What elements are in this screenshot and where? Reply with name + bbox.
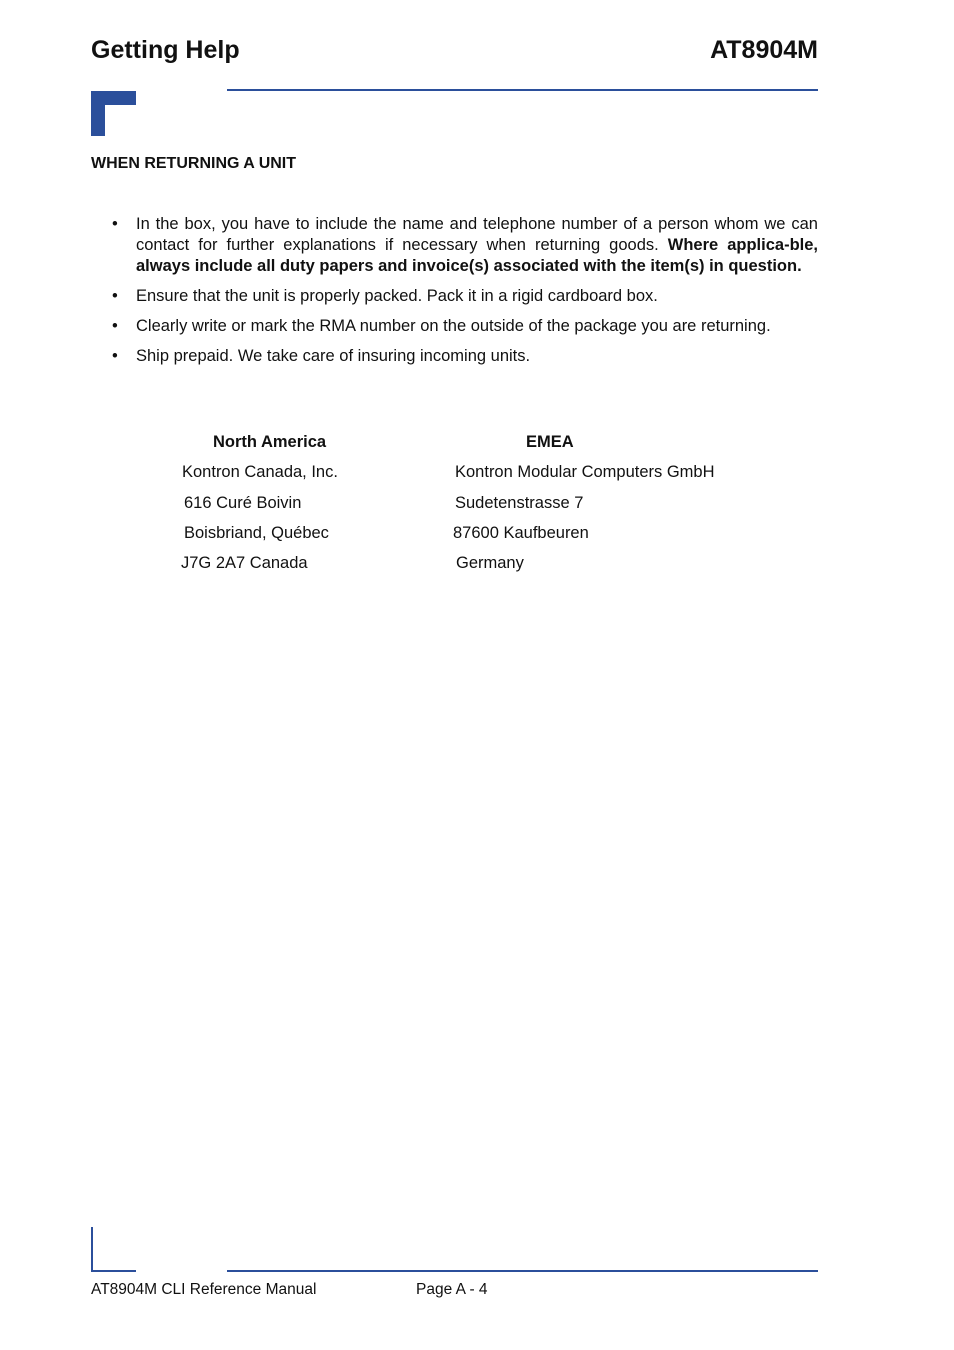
bullet-icon: • (112, 347, 118, 365)
corner-bracket-bottom-vertical (91, 1227, 93, 1272)
section-title: WHEN RETURNING A UNIT (91, 155, 297, 172)
north-america-address-line: Kontron Canada, Inc. (182, 463, 338, 481)
list-item (108, 214, 818, 277)
north-america-address-line: Boisbriand, Québec (184, 524, 329, 542)
emea-address-line: Sudetenstrasse 7 (455, 494, 584, 512)
footer-rule (227, 1270, 818, 1272)
corner-bracket-top-vertical (91, 91, 105, 136)
bullet-icon: • (112, 215, 118, 233)
corner-bracket-bottom-horizontal (91, 1270, 136, 1272)
instruction-list (108, 214, 818, 376)
footer-page-number: Page A - 4 (416, 1281, 488, 1298)
list-item (108, 286, 818, 307)
list-item (108, 346, 818, 367)
list-item-text: Clearly write or mark the RMA number on the outside of the package you are returning. (136, 317, 771, 335)
list-item-bold-text: Where applica-ble, always include all duty papers and invoice(s) associated with the item(s) in question. (136, 236, 818, 275)
bullet-icon: • (112, 287, 118, 305)
north-america-heading: North America (213, 433, 327, 451)
north-america-address-line: 616 Curé Boivin (184, 494, 302, 512)
header-right-title: AT8904M (710, 36, 818, 64)
footer-manual-title: AT8904M CLI Reference Manual (91, 1281, 317, 1298)
bullet-icon: • (112, 317, 118, 335)
north-america-address-line: J7G 2A7 Canada (181, 554, 308, 572)
corner-bracket-top (91, 91, 136, 136)
list-item-text: Ship prepaid. We take care of insuring incoming units. (136, 347, 531, 365)
emea-address-line: Germany (456, 554, 524, 572)
header-left-title: Getting Help (91, 36, 240, 64)
list-item-text: Ensure that the unit is properly packed. Pack it in a rigid cardboard box. (136, 287, 658, 305)
header-rule (227, 89, 818, 91)
emea-heading: EMEA (526, 433, 574, 451)
emea-address-line: Kontron Modular Computers GmbH (455, 463, 715, 481)
list-item (108, 316, 818, 337)
corner-bracket-bottom (91, 1227, 136, 1272)
list-item-text: In the box, you have to include the name and telephone number of a person whom we can contact for further explanations if necessary when returning goods. (136, 215, 818, 254)
emea-address-line: 87600 Kaufbeuren (453, 524, 589, 542)
